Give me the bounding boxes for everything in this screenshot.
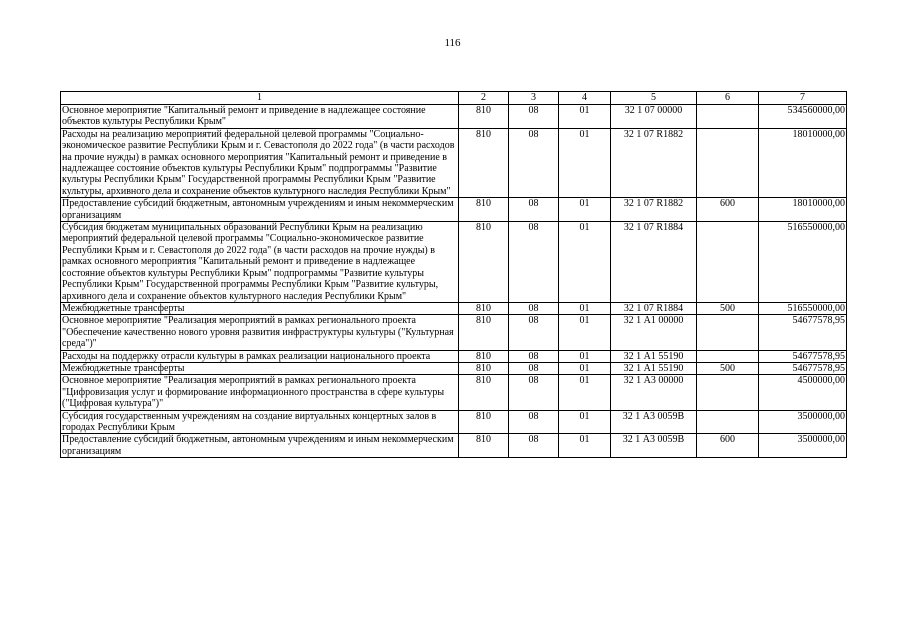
table-row — [61, 315, 847, 350]
row-target-code: 32 1 07 R1882 — [611, 128, 697, 197]
row-expense-type — [697, 410, 759, 434]
row-ministry-code: 810 — [459, 410, 509, 434]
column-header: 3 — [509, 92, 559, 105]
row-section-code: 08 — [509, 375, 559, 410]
row-section-code: 08 — [509, 222, 559, 303]
row-sum: 18010000,00 — [759, 128, 847, 197]
row-target-code: 32 1 А3 00000 — [611, 375, 697, 410]
row-expense-type: 500 — [697, 362, 759, 374]
row-target-code: 32 1 А1 00000 — [611, 315, 697, 350]
row-target-code: 32 1 А3 0059В — [611, 434, 697, 458]
row-section-code: 08 — [509, 302, 559, 314]
row-name: Предоставление субсидий бюджетным, автономным учреждениям и иным некоммерческим организациям — [61, 198, 459, 222]
row-section-code: 08 — [509, 434, 559, 458]
row-name: Основное мероприятие "Капитальный ремонт и приведение в надлежащее состояние объектов культуры Республики Крым" — [61, 105, 459, 129]
row-name: Предоставление субсидий бюджетным, автономным учреждениям и иным некоммерческим организациям — [61, 434, 459, 458]
row-expense-type: 600 — [697, 434, 759, 458]
row-target-code: 32 1 А1 55190 — [611, 362, 697, 374]
column-header: 5 — [611, 92, 697, 105]
row-target-code: 32 1 07 00000 — [611, 105, 697, 129]
row-name: Субсидия государственным учреждениям на создание виртуальных концертных залов в городах Республики Крым — [61, 410, 459, 434]
row-ministry-code: 810 — [459, 105, 509, 129]
row-sum: 54677578,95 — [759, 350, 847, 362]
row-name: Межбюджетные трансферты — [61, 362, 459, 374]
row-expense-type — [697, 222, 759, 303]
table-row — [61, 128, 847, 197]
row-sum: 54677578,95 — [759, 315, 847, 350]
row-ministry-code: 810 — [459, 128, 509, 197]
row-sum: 3500000,00 — [759, 434, 847, 458]
row-sum: 54677578,95 — [759, 362, 847, 374]
header-row — [61, 92, 847, 105]
row-sum: 516550000,00 — [759, 302, 847, 314]
row-section-code: 08 — [509, 315, 559, 350]
row-section-code: 08 — [509, 350, 559, 362]
row-name: Субсидия бюджетам муниципальных образований Республики Крым на реализацию мероприятий федеральной целевой программы "Социально-экономическое развитие Республики Крым и г. Севастополя до 2022 года" (в части расходов на прочие нужды) в рамках основного мероприятия "Капитальный ремонт и приведение в надлежащее состояние объектов культуры Республики Крым" подпрограммы "Развитие культуры Республики Крым" Государственной программы Республики Крым "Развитие культуры, архивного дела и сохранение объектов культурного наследия Республики Крым" — [61, 222, 459, 303]
page-number: 116 — [444, 37, 461, 49]
column-header: 1 — [61, 92, 459, 105]
row-target-code: 32 1 07 R1882 — [611, 198, 697, 222]
row-ministry-code: 810 — [459, 198, 509, 222]
row-subsection-code: 01 — [559, 198, 611, 222]
row-target-code: 32 1 А3 0059В — [611, 410, 697, 434]
row-sum: 3500000,00 — [759, 410, 847, 434]
row-sum: 18010000,00 — [759, 198, 847, 222]
column-header: 2 — [459, 92, 509, 105]
row-subsection-code: 01 — [559, 410, 611, 434]
row-section-code: 08 — [509, 362, 559, 374]
row-target-code: 32 1 07 R1884 — [611, 302, 697, 314]
row-ministry-code: 810 — [459, 375, 509, 410]
row-expense-type — [697, 128, 759, 197]
table-row — [61, 375, 847, 410]
row-ministry-code: 810 — [459, 222, 509, 303]
row-name: Расходы на реализацию мероприятий федеральной целевой программы "Социально-экономическое развитие Республики Крым и г. Севастополя до 2022 года" (в части расходов на прочие нужды) в рамках основного мероприятия "Капитальный ремонт и приведение в надлежащее состояние объектов культуры Республики Крым" подпрограммы "Развитие культуры Республики Крым" Государственной программы Республики Крым "Развитие культуры, архивного дела и сохранение объектов культурного наследия Республики Крым" — [61, 128, 459, 197]
row-ministry-code: 810 — [459, 315, 509, 350]
column-header: 4 — [559, 92, 611, 105]
row-name: Расходы на поддержку отрасли культуры в рамках реализации национального проекта — [61, 350, 459, 362]
row-name: Основное мероприятие "Реализация мероприятий в рамках регионального проекта "Обеспечение качественно нового уровня развития инфраструктуры культуры ("Культурная среда")" — [61, 315, 459, 350]
row-name: Основное мероприятие "Реализация мероприятий в рамках регионального проекта "Цифровизация услуг и формирование информационного пространства в сфере культуры ("Цифровая культура")" — [61, 375, 459, 410]
row-expense-type — [697, 375, 759, 410]
row-target-code: 32 1 А1 55190 — [611, 350, 697, 362]
row-subsection-code: 01 — [559, 350, 611, 362]
row-subsection-code: 01 — [559, 375, 611, 410]
row-expense-type — [697, 315, 759, 350]
row-subsection-code: 01 — [559, 128, 611, 197]
row-sum: 534560000,00 — [759, 105, 847, 129]
row-section-code: 08 — [509, 128, 559, 197]
row-subsection-code: 01 — [559, 315, 611, 350]
row-subsection-code: 01 — [559, 302, 611, 314]
row-section-code: 08 — [509, 198, 559, 222]
table-row — [61, 105, 847, 129]
table-row — [61, 302, 847, 314]
row-sum: 516550000,00 — [759, 222, 847, 303]
row-ministry-code: 810 — [459, 434, 509, 458]
row-expense-type: 500 — [697, 302, 759, 314]
row-subsection-code: 01 — [559, 105, 611, 129]
table-row — [61, 350, 847, 362]
row-subsection-code: 01 — [559, 362, 611, 374]
row-section-code: 08 — [509, 105, 559, 129]
row-name: Межбюджетные трансферты — [61, 302, 459, 314]
row-subsection-code: 01 — [559, 222, 611, 303]
row-ministry-code: 810 — [459, 350, 509, 362]
table-row — [61, 198, 847, 222]
table-row — [61, 362, 847, 374]
table-row — [61, 410, 847, 434]
row-expense-type: 600 — [697, 198, 759, 222]
table-row — [61, 434, 847, 458]
row-target-code: 32 1 07 R1884 — [611, 222, 697, 303]
column-header: 7 — [759, 92, 847, 105]
row-subsection-code: 01 — [559, 434, 611, 458]
row-ministry-code: 810 — [459, 362, 509, 374]
column-header: 6 — [697, 92, 759, 105]
budget-table — [60, 91, 847, 458]
row-expense-type — [697, 105, 759, 129]
row-expense-type — [697, 350, 759, 362]
row-section-code: 08 — [509, 410, 559, 434]
table-row — [61, 222, 847, 303]
row-ministry-code: 810 — [459, 302, 509, 314]
row-sum: 4500000,00 — [759, 375, 847, 410]
